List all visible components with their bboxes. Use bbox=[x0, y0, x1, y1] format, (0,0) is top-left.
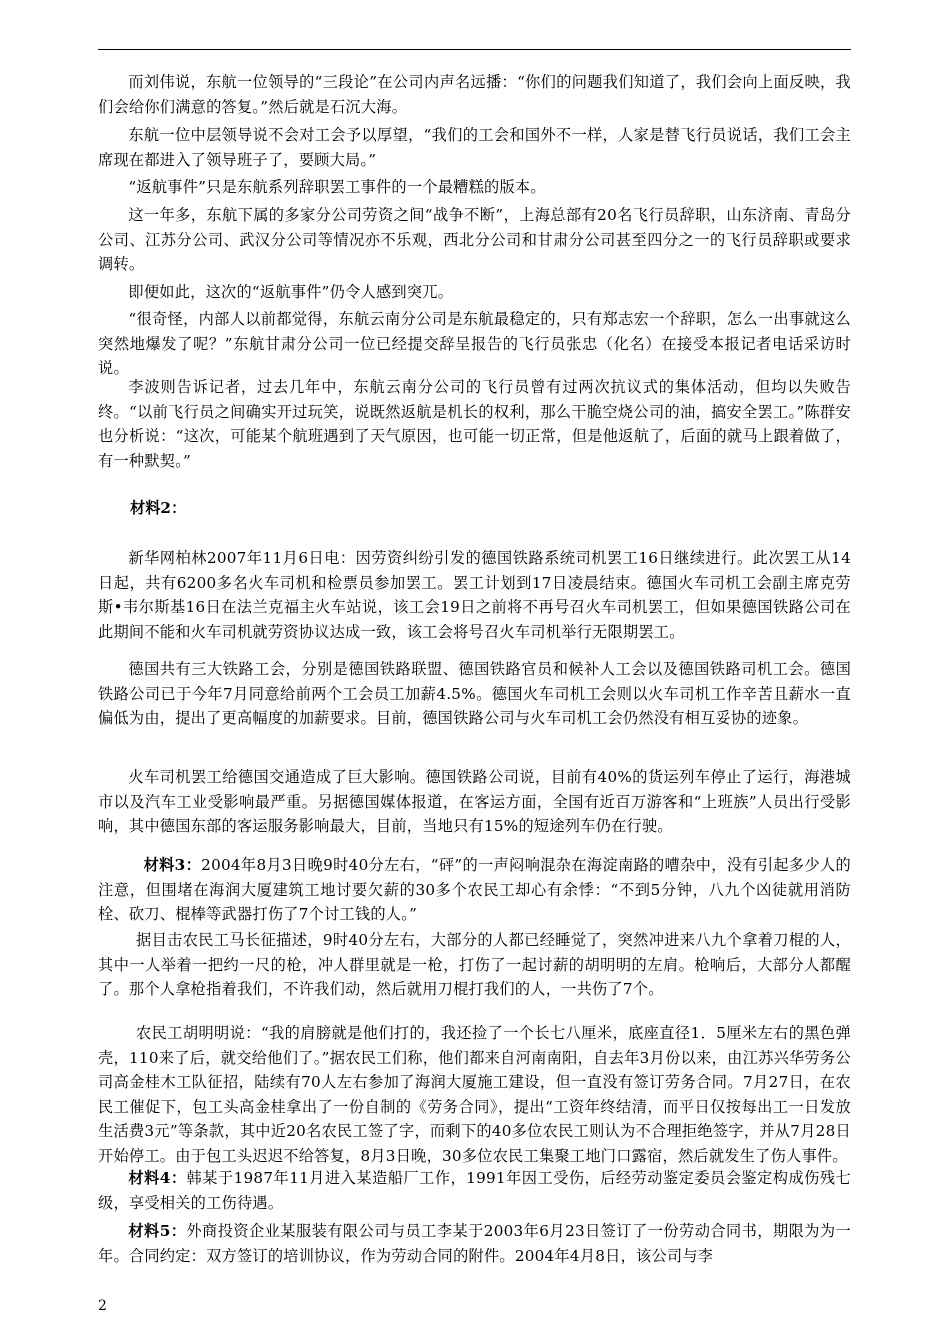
material-5 bbox=[98, 1219, 851, 1268]
material-3-lead bbox=[98, 853, 851, 927]
material-2-heading: 材料2： bbox=[130, 499, 187, 517]
material-5-text: 外商投资企业某服装有限公司与员工李某于2003年6月23日签订了一份劳动合同书，期限为为一年。合同约定：双方签订的培训协议，作为劳动合同的附件。2004年4月8日，该公司与李 bbox=[98, 1222, 851, 1265]
material-4-text: 韩某于1987年11月进入某造船厂工作，1991年因工受伤，后经劳动鉴定委员会鉴定构成伤残七级，享受相关的工伤待遇。 bbox=[98, 1169, 851, 1212]
header-rule bbox=[98, 49, 851, 50]
material-2-paragraph-2: 德国共有三大铁路工会，分别是德国铁路联盟、德国铁路官员和候补人工会以及德国铁路司机工会。德国铁路公司已于今年7月同意给前两个工会员工加薪4.5%。德国火车司机工会则以火车司机工作辛苦且薪水一直偏低为由，提出了更高幅度的加薪要求。目前，德国铁路公司与火车司机工会仍然没有相互妥协的迹象。 bbox=[98, 660, 851, 727]
paragraph-6: “很奇怪，内部人以前都觉得，东航云南分公司是东航最稳定的，只有郑志宏一个辞职，怎么一出事就这么突然地爆发了呢？”东航甘肃分公司一位已经提交辞呈报告的飞行员张忠（化名）在接受本报记者电话采访时说。 bbox=[98, 310, 851, 377]
material-3-paragraph-2: 农民工胡明明说：“我的肩膀就是他们打的，我还捡了一个长七八厘米，底座直径1．5厘米左右的黑色弹壳，110来了后，就交给他们了。”据农民工们称，他们都来自河南南阳，自去年3月份以来，由江苏兴华劳务公司高金桂木工队征招，陆续有70人左右参加了海润大厦施工建设，但一直没有签订劳务合同。7月27日，在农民工催促下，包工头高金桂拿出了一份自制的《劳务合同》，提出“工资年终结清，而平日仅按每出工一日发放生活费3元”等条款，其中近20名农民工签了字，而剩下的40多位农民工则认为不合理拒绝签字，并从7月28日开始停工。由于包工头迟迟不给答复，8月3日晚，30多位农民工集聚工地门口露宿，然后就发生了伤人事件。 bbox=[98, 1024, 851, 1165]
material-2-paragraph-1: 新华网柏林2007年11月6日电：因劳资纠纷引发的德国铁路系统司机罢工16日继续进行。此次罢工从14日起，共有6200多名火车司机和检票员参加罢工。罢工计划到17日凌晨结束。德国火车司机工会副主席克劳斯•韦尔斯基16日在法兰克福主火车站说，该工会19日之前将不再号召火车司机罢工，但如果德国铁路公司在此期间不能和火车司机就劳资协议达成一致，该工会将号召火车司机举行无限期罢工。 bbox=[98, 549, 851, 641]
paragraph-4: 这一年多，东航下属的多家分公司劳资之间“战争不断”，上海总部有20名飞行员辞职，山东济南、青岛分公司、江苏分公司、武汉分公司等情况亦不乐观，西北分公司和甘肃分公司甚至四分之一的飞行员辞职或要求调转。 bbox=[98, 206, 851, 273]
material-3-paragraph-1: 据目击农民工马长征描述，9时40分左右，大部分的人都已经睡觉了，突然冲进来八九个拿着刀棍的人，其中一人举着一把约一尺的枪，冲人群里就是一枪，打伤了一起讨薪的胡明明的左肩。枪响后，大部分人都醒了。那个人拿枪指着我们，不许我们动，然后就用刀棍打我们的人，一共伤了7个。 bbox=[98, 931, 851, 998]
paragraph-2: 东航一位中层领导说不会对工会予以厚望，“我们的工会和国外不一样，人家是替飞行员说话，我们工会主席现在都进入了领导班子了，要顾大局。” bbox=[98, 126, 851, 169]
material-2-paragraph-3: 火车司机罢工给德国交通造成了巨大影响。德国铁路公司说，目前有40%的货运列车停止了运行，海港城市以及汽车工业受影响最严重。另据德国媒体报道，在客运方面，全国有近百万游客和“上班族”人员出行受影响，其中德国东部的客运服务影响最大，目前，当地只有15%的短途列车仍在行驶。 bbox=[98, 768, 851, 835]
material-3-label: 材料3： bbox=[143, 856, 202, 874]
material-4 bbox=[98, 1166, 851, 1215]
paragraph-7: 李波则告诉记者，过去几年中，东航云南分公司的飞行员曾有过两次抗议式的集体活动，但均以失败告终。“以前飞行员之间确实开过玩笑，说既然返航是机长的权利，那么干脆空烧公司的油，搞安全罢工。”陈群安也分析说：“这次，可能某个航班遇到了天气原因，也可能一切正常，但是他返航了，后面的就马上跟着做了，有一种默契。” bbox=[98, 378, 851, 470]
page-number: 2 bbox=[98, 1298, 107, 1314]
paragraph-3: “返航事件”只是东航系列辞职罢工事件的一个最糟糕的版本。 bbox=[128, 178, 546, 196]
paragraph-1: 而刘伟说，东航一位领导的“三段论”在公司内声名远播：“你们的问题我们知道了，我们会向上面反映，我们会给你们满意的答复。”然后就是石沉大海。 bbox=[98, 73, 851, 116]
material-4-label: 材料4： bbox=[128, 1169, 187, 1187]
paragraph-5: 即便如此，这次的“返航事件”仍令人感到突兀。 bbox=[128, 283, 454, 301]
material-5-label: 材料5： bbox=[128, 1222, 187, 1240]
material-3-lead-text: 2004年8月3日晚9时40分左右，“砰”的一声闷响混杂在海淀南路的嘈杂中，没有引起多少人的注意，但围堵在海润大厦建筑工地讨要欠薪的30多个农民工却心有余悸：“不到5分钟，八九个凶徒就用消防栓、砍刀、棍棒等武器打伤了7个讨工钱的人。” bbox=[98, 856, 851, 923]
